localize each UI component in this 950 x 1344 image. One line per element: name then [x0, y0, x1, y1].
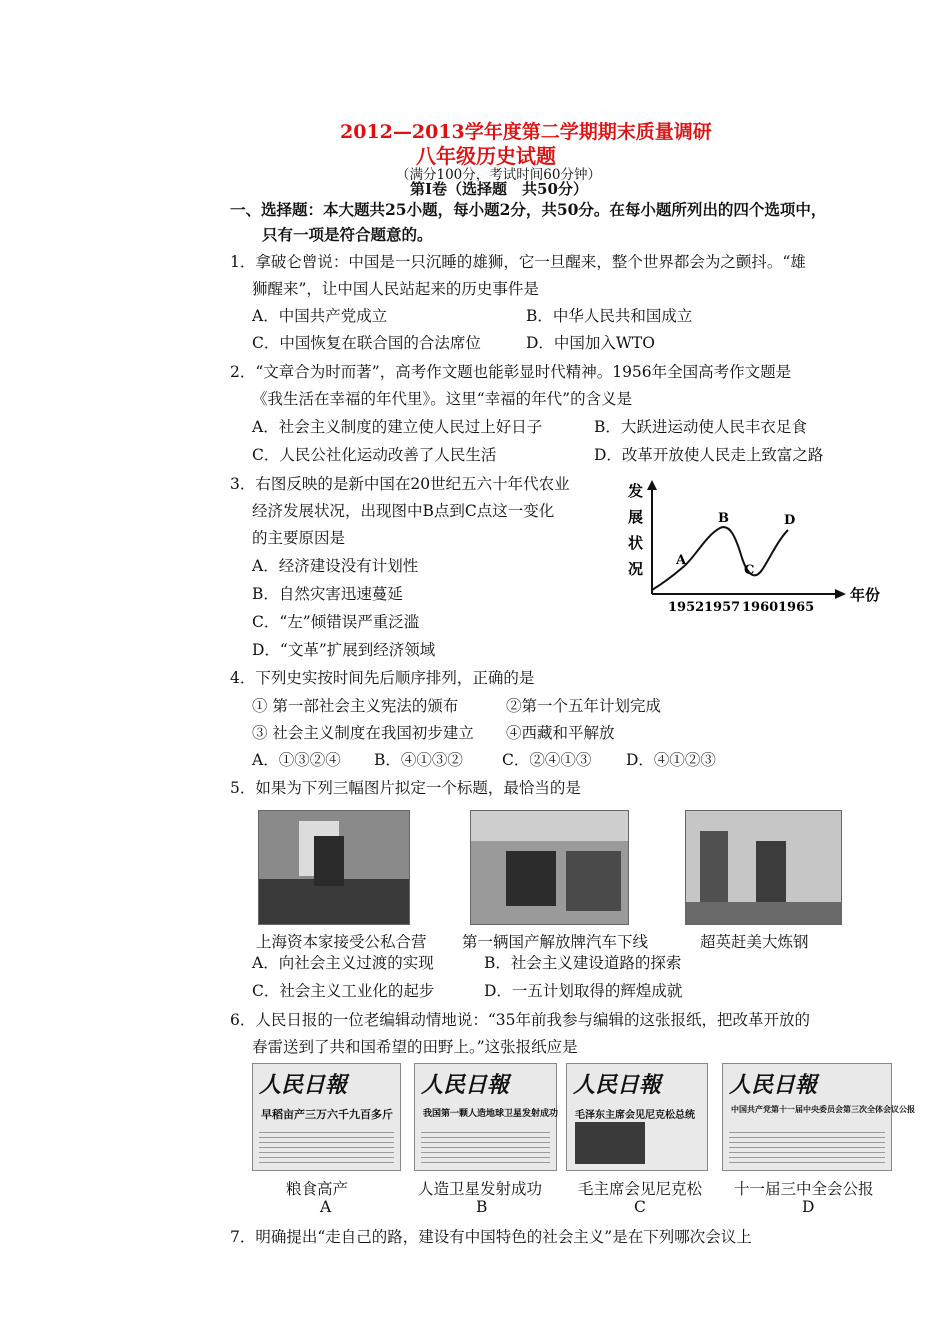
newspaper-a-masthead: 人民日報 — [259, 1072, 348, 1098]
q5-caption-2: 第一辆国产解放牌汽车下线 — [462, 933, 649, 951]
q3-stem-line2: 经济发展状况，出现图中B点到C点这一变化 — [252, 502, 555, 520]
exam-subject: 八年级历史试题 — [416, 144, 556, 168]
q5-caption-1: 上海资本家接受公私合营 — [256, 933, 427, 951]
newspaper-d-headline: 中国共产党第十一届中央委员会第三次全体会议公报 — [731, 1104, 915, 1114]
development-curve-diagram — [620, 478, 890, 618]
q1-stem-line1: 1．拿破仑曾说：中国是一只沉睡的雄狮，它一旦醒来，整个世界都会为之颤抖。“雄 — [230, 253, 806, 271]
q2-option-c: C．人民公社化运动改善了人民生活 — [252, 446, 497, 464]
q1-option-a: A．中国共产党成立 — [252, 307, 388, 325]
q7-stem: 7．明确提出“走自己的路，建设有中国特色的社会主义”是在下列哪次会议上 — [230, 1228, 752, 1246]
q4-option-b: B．④①③② — [374, 751, 463, 769]
q5-stem: 5．如果为下列三幅图片拟定一个标题，最恰当的是 — [230, 779, 581, 797]
newspaper-b-letter: B — [476, 1198, 488, 1216]
instructions-line1: 一、选择题：本大题共25小题，每小题2分，共50分。在每小题所列出的四个选项中， — [230, 200, 827, 219]
newspaper-c-letter: C — [634, 1198, 646, 1216]
q1-option-b: B．中华人民共和国成立 — [526, 307, 693, 325]
q4-item-1: ① 第一部社会主义宪法的颁布 — [252, 697, 459, 715]
q4-option-d: D．④①②③ — [626, 751, 716, 769]
q4-option-a: A．①③②④ — [252, 751, 341, 769]
newspaper-b-headline: 我国第一颗人造地球卫星发射成功 — [423, 1109, 559, 1119]
photo-public-private-merger — [258, 810, 410, 925]
q2-stem-line1: 2．“文章合为时而著”，高考作文题也能彰显时代精神。1956年全国高考作文题是 — [230, 363, 792, 381]
q4-item-2: ②第一个五年计划完成 — [506, 697, 662, 715]
y-label-char-3: 状 — [628, 534, 644, 552]
y-label-char-4: 况 — [628, 560, 644, 578]
y-label-char-1: 发 — [628, 482, 644, 500]
year-label-1960: 1960 — [742, 600, 779, 615]
q2-stem-line2: 《我生活在幸福的年代里》。这里“幸福的年代”的含义是 — [252, 390, 633, 408]
newspaper-a-caption: 粮食高产 — [286, 1180, 349, 1198]
newspaper-b-caption: 人造卫星发射成功 — [418, 1180, 543, 1198]
newspaper-c-masthead: 人民日報 — [573, 1072, 662, 1098]
section-title: 第Ⅰ卷（选择题 共50分） — [410, 180, 588, 198]
exam-note: （满分100分，考试时间60分钟） — [396, 167, 601, 183]
q3-option-c: C．“左”倾错误严重泛滥 — [252, 613, 420, 631]
photo-first-truck — [470, 810, 629, 925]
q2-option-a: A．社会主义制度的建立使人民过上好日子 — [252, 418, 543, 436]
newspaper-d — [722, 1063, 915, 1171]
newspaper-a-letter: A — [320, 1198, 332, 1216]
newspaper-b — [414, 1063, 557, 1171]
newspaper-a-headline: 早稻亩产三万六千九百多斤 — [261, 1108, 393, 1121]
q5-option-c: C．社会主义工业化的起步 — [252, 982, 435, 1000]
q4-stem: 4．下列史实按时间先后顺序排列，正确的是 — [230, 669, 535, 687]
year-label-1965: 1965 — [778, 600, 815, 615]
newspaper-c-caption: 毛主席会见尼克松 — [578, 1180, 703, 1198]
newspaper-d-letter: D — [802, 1198, 815, 1216]
q4-option-c: C．②④①③ — [502, 751, 592, 769]
y-axis-arrow — [647, 480, 657, 490]
year-label-1952: 1952 — [668, 600, 705, 615]
instructions-line2: 只有一项是符合题意的。 — [262, 225, 433, 244]
q1-stem-line2: 狮醒来”，让中国人民站起来的历史事件是 — [252, 280, 539, 298]
q5-option-d: D．一五计划取得的辉煌成就 — [484, 982, 683, 1000]
q1-option-d: D．中国加入WTO — [526, 334, 655, 352]
point-label-b: B — [718, 511, 729, 526]
q2-option-b: B．大跃进运动使人民丰衣足食 — [594, 418, 807, 436]
q5-option-b: B．社会主义建设道路的探索 — [484, 954, 682, 972]
newspaper-b-masthead: 人民日報 — [421, 1072, 510, 1098]
q2-option-d: D．改革开放使人民走上致富之路 — [594, 446, 824, 464]
q5-caption-3: 超英赶美大炼钢 — [700, 933, 809, 951]
q3-stem-line1: 3．右图反映的是新中国在20世纪五六十年代农业 — [230, 475, 570, 493]
q6-stem-line1: 6．人民日报的一位老编辑动情地说：“35年前我参与编辑的这张报纸，把改革开放的 — [230, 1011, 811, 1029]
newspaper-d-caption: 十一届三中全会公报 — [734, 1180, 874, 1198]
exam-title: 2012—2013学年度第二学期期末质量调研 — [340, 121, 712, 143]
x-axis-arrow — [835, 589, 846, 599]
q3-option-b: B．自然灾害迅速蔓延 — [252, 585, 403, 603]
newspaper-a — [252, 1063, 401, 1171]
point-label-c: C — [744, 563, 755, 578]
q4-item-3: ③ 社会主义制度在我国初步建立 — [252, 724, 474, 742]
photo-steel-smelting — [685, 810, 842, 925]
development-curve — [652, 527, 788, 590]
q6-stem-line2: 春雷送到了共和国希望的田野上。”这张报纸应是 — [252, 1038, 578, 1056]
q3-option-a: A．经济建设没有计划性 — [252, 557, 419, 575]
year-label-1957: 1957 — [704, 600, 741, 615]
newspaper-c-headline: 毛泽东主席会见尼克松总统 — [575, 1110, 695, 1121]
point-label-d: D — [784, 513, 796, 528]
x-axis-label: 年份 — [850, 586, 881, 604]
newspaper-d-masthead: 人民日報 — [729, 1072, 818, 1098]
q3-stem-line3: 的主要原因是 — [252, 529, 346, 547]
q5-option-a: A．向社会主义过渡的实现 — [252, 954, 434, 972]
q1-option-c: C．中国恢复在联合国的合法席位 — [252, 334, 481, 352]
y-label-char-2: 展 — [628, 508, 644, 526]
newspaper-c — [566, 1063, 708, 1171]
point-label-a: A — [676, 553, 687, 568]
q3-option-d: D．“文革”扩展到经济领域 — [252, 641, 436, 659]
q4-item-4: ④西藏和平解放 — [506, 724, 615, 742]
